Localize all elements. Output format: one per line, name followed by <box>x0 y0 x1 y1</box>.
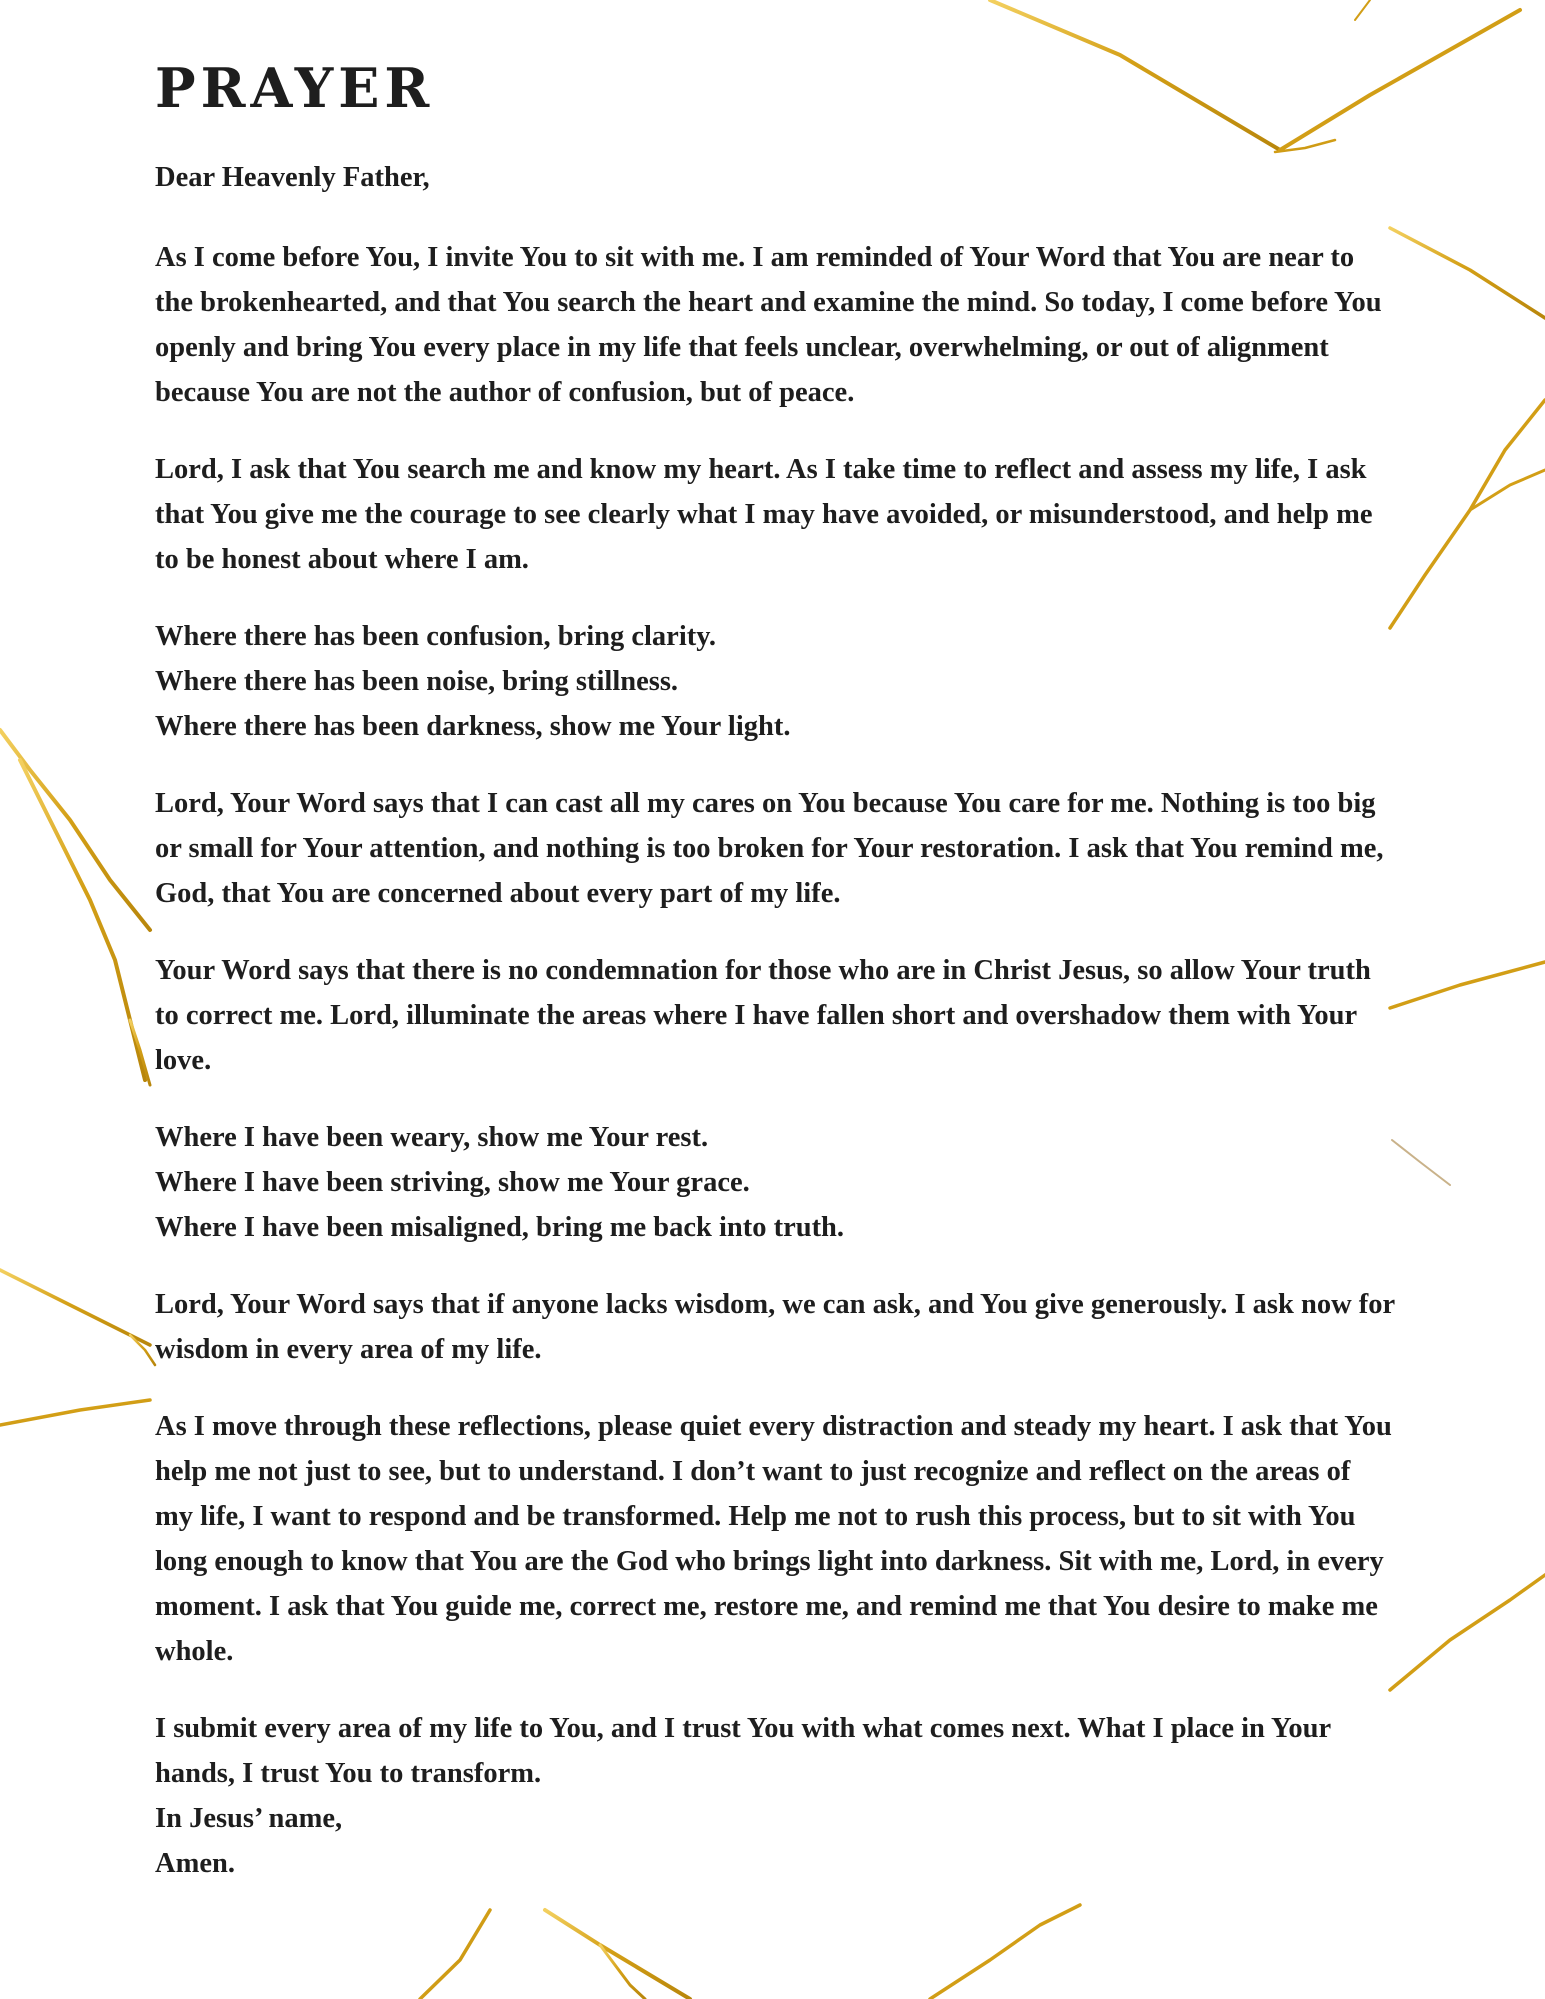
gold-crack-right-5 <box>1392 1140 1450 1185</box>
page-title: PRAYER <box>155 56 435 120</box>
prayer-body <box>155 155 1395 1886</box>
gold-crack-left-2 <box>20 760 145 1080</box>
paragraph: Lord, Your Word says that I can cast all my cares on You because You care for me. Nothing is too big or small for Your attention, and nothing is too broken for Your restoration. I ask that You remind me, God, that You are concerned about every part of my life. <box>155 788 1384 909</box>
stanza <box>155 1115 1395 1250</box>
gold-crack-left-6 <box>0 1400 150 1425</box>
gold-crack-bottom-3 <box>600 1945 645 1999</box>
gold-crack-right-4 <box>1390 962 1545 1008</box>
stanza-line: Where there has been noise, bring stillness. <box>155 666 679 697</box>
paragraph: Your Word says that there is no condemnation for those who are in Christ Jesus, so allow Your truth to correct me. Lord, illuminate the areas where I have fallen short and overshadow them with Your love. <box>155 955 1371 1076</box>
paragraph: Lord, Your Word says that if anyone lacks wisdom, we can ask, and You give generously. I ask now for wisdom in every area of my life. <box>155 1289 1395 1365</box>
stanza-line: Where I have been weary, show me Your rest. <box>155 1122 709 1153</box>
gold-crack-bottom-2 <box>545 1910 690 1999</box>
stanza-line: Where I have been misaligned, bring me back into truth. <box>155 1212 845 1243</box>
gold-crack-right-6 <box>1390 1575 1545 1690</box>
gold-crack-left-5 <box>130 1335 155 1365</box>
gold-crack-bottom-4 <box>930 1905 1080 1999</box>
stanza-line: Where there has been confusion, bring clarity. <box>155 621 717 652</box>
greeting: Dear Heavenly Father, <box>155 162 430 193</box>
gold-crack-left-1 <box>0 730 150 930</box>
paragraph: Lord, I ask that You search me and know my heart. As I take time to reflect and assess my life, I ask that You give me the courage to see clearly what I may have avoided, or misunderstood, and help me to be honest about where I am. <box>155 454 1373 575</box>
stanza <box>155 614 1395 749</box>
closing-line: Amen. <box>155 1848 235 1879</box>
gold-crack-right-2 <box>1390 400 1545 628</box>
stanza-line: Where there has been darkness, show me Your light. <box>155 711 791 742</box>
paragraph: As I move through these reflections, please quiet every distraction and steady my heart. I ask that You help me not just to see, but to understand. I don’t want to just recognize and reflect on the areas of my life, I want to respond and be transformed. Help me not to rush this process, but to sit with You long enough to know that You are the God who brings light into darkness. Sit with me, Lord, in every moment. I ask that You guide me, correct me, restore me, and remind me that You desire to make me whole. <box>155 1411 1392 1667</box>
gold-crack-left-4 <box>0 1270 150 1345</box>
paragraph: As I come before You, I invite You to sit with me. I am reminded of Your Word that You are near to the brokenhearted, and that You search the heart and examine the mind. So today, I come before You openly and bring You every place in my life that feels unclear, overwhelming, or out of alignment because You are not the author of confusion, but of peace. <box>155 242 1382 408</box>
gold-crack-top-4 <box>1355 0 1370 20</box>
closing <box>155 1706 1395 1886</box>
gold-crack-right-3 <box>1470 470 1545 510</box>
prayer-page <box>155 52 1395 1918</box>
gold-crack-right-1 <box>1390 228 1545 318</box>
gold-crack-bottom-1 <box>420 1910 490 1999</box>
closing-line: In Jesus’ name, <box>155 1803 343 1834</box>
closing-line: I submit every area of my life to You, and I trust You with what comes next. What I place in Your hands, I trust You to transform. <box>155 1713 1331 1789</box>
gold-crack-left-3 <box>130 1020 150 1085</box>
stanza-line: Where I have been striving, show me Your grace. <box>155 1167 750 1198</box>
